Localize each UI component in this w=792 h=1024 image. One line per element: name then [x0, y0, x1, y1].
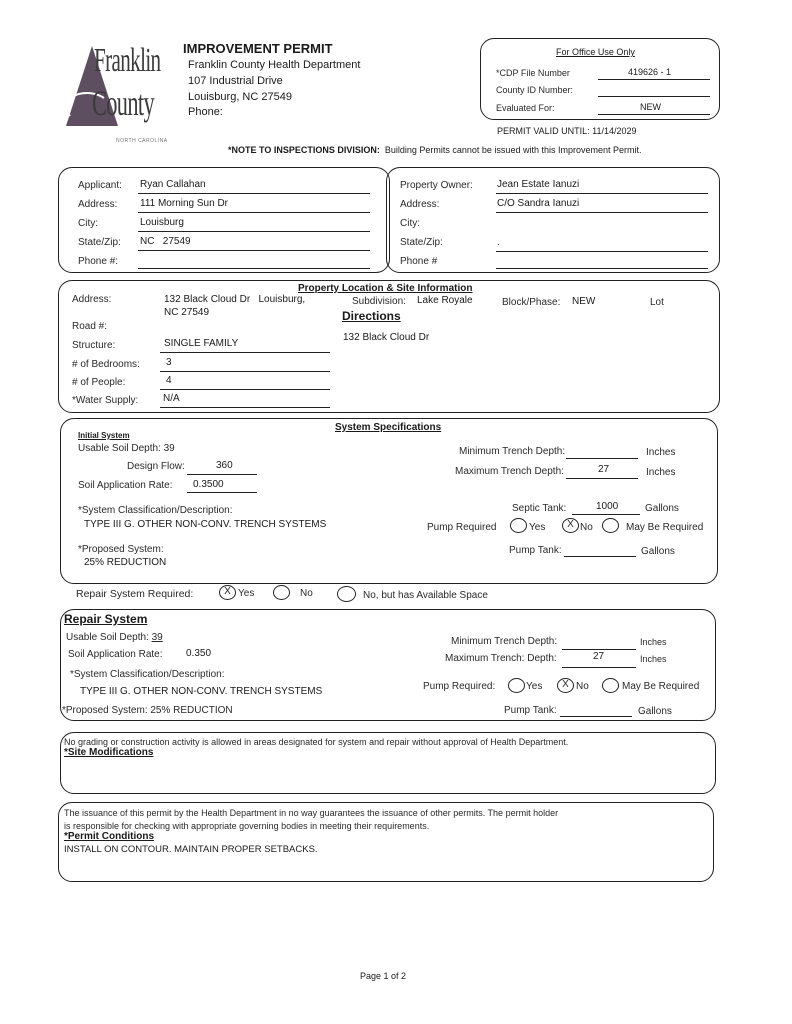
repair-pump-tank-line	[560, 716, 632, 717]
applicant-city-value: Louisburg	[140, 217, 184, 228]
cdp-file-label: *CDP File Number	[496, 68, 570, 78]
road-label: Road #:	[72, 321, 108, 332]
initial-max-trench-value: 27	[598, 464, 610, 475]
water-supply-value: N/A	[163, 393, 180, 404]
repair-max-trench-line	[562, 667, 636, 668]
block-phase-value: NEW	[572, 296, 596, 307]
initial-pump-no-radio[interactable]: X	[562, 518, 579, 533]
owner-phone-line	[496, 268, 708, 269]
department-address2: Louisburg, NC 27549	[188, 91, 292, 103]
owner-statezip-label: State/Zip:	[400, 237, 443, 248]
repair-pump-yes-radio[interactable]	[508, 678, 525, 693]
cdp-file-line	[598, 79, 710, 80]
repair-classification-value: TYPE III G. OTHER NON-CONV. TRENCH SYSTEMS	[80, 686, 323, 697]
applicant-value: Ryan Callahan	[140, 179, 206, 190]
repair-classification-label: *System Classification/Description:	[70, 669, 225, 680]
evaluated-for-label: Evaluated For:	[496, 103, 555, 113]
repair-usable-soil-value: 39	[151, 632, 163, 643]
design-flow-label: Design Flow:	[127, 461, 185, 472]
inspection-note	[228, 145, 642, 155]
structure-line	[160, 352, 330, 353]
page-number: Page 1 of 2	[360, 971, 407, 981]
evaluated-for-value: NEW	[640, 102, 661, 112]
initial-classification-value: TYPE III G. OTHER NON-CONV. TRENCH SYSTEMS	[84, 519, 327, 530]
property-address-line2: NC 27549	[164, 307, 210, 318]
applicant-phone-line	[138, 268, 370, 269]
initial-pump-tank-unit: Gallons	[641, 546, 675, 557]
repair-pump-no-radio[interactable]: X	[557, 678, 574, 693]
repair-system-heading: Repair System	[64, 612, 148, 626]
owner-statezip-line	[496, 251, 708, 252]
owner-label: Property Owner:	[400, 180, 473, 191]
design-flow-value: 360	[216, 460, 233, 471]
owner-statezip-value: .	[497, 237, 500, 248]
repair-required-no-radio[interactable]	[273, 585, 290, 600]
initial-proposed-value: 25% REDUCTION	[84, 557, 167, 568]
applicant-address-value: 111 Morning Sun Dr	[140, 198, 229, 209]
repair-required-space-label: No, but has Available Space	[363, 590, 488, 601]
septic-tank-unit: Gallons	[645, 503, 679, 514]
permit-conditions-value: INSTALL ON CONTOUR. MAINTAIN PROPER SETBACKS.	[64, 844, 318, 855]
applicant-phone-label: Phone #:	[78, 256, 119, 267]
logo-subtext: NORTH CAROLINA	[116, 138, 168, 144]
lot-label: Lot	[650, 297, 664, 308]
property-address-label: Address:	[72, 294, 112, 305]
site-modifications-heading: *Site Modifications	[64, 747, 154, 758]
repair-soil-rate-value: 0.350	[186, 648, 212, 659]
repair-pump-label: Pump Required:	[423, 681, 496, 692]
applicant-address-label: Address:	[78, 199, 118, 210]
initial-usable-soil: Usable Soil Depth: 39	[78, 443, 175, 454]
department-address1: 107 Industrial Drive	[188, 75, 283, 87]
applicant-statezip-value: NC 27549	[140, 236, 191, 247]
applicant-statezip-label: State/Zip:	[78, 237, 121, 248]
repair-min-trench-unit: Inches	[640, 637, 667, 647]
applicant-label: Applicant:	[78, 180, 122, 191]
department-name: Franklin County Health Department	[188, 59, 361, 71]
inspection-note-text: Building Permits cannot be issued with this Improvement Permit.	[384, 145, 642, 155]
structure-label: Structure:	[72, 340, 116, 351]
initial-pump-maybe-radio[interactable]	[602, 518, 619, 533]
repair-required-label: Repair System Required:	[76, 588, 194, 600]
initial-pump-no-label: No	[580, 522, 593, 533]
repair-usable-soil-label-text: Usable Soil Depth:	[66, 632, 149, 643]
initial-max-trench-line	[566, 478, 638, 479]
initial-min-trench-unit: Inches	[646, 447, 676, 458]
septic-tank-label: Septic Tank:	[512, 503, 567, 514]
repair-pump-tank-unit: Gallons	[638, 706, 672, 717]
logo-text-franklin: Franklin	[94, 42, 161, 79]
initial-pump-tank-line	[564, 556, 636, 557]
subdivision-label: Subdivision:	[352, 296, 406, 307]
initial-soil-rate-line	[187, 492, 257, 493]
septic-tank-line	[572, 514, 640, 515]
evaluated-for-line	[598, 114, 710, 115]
owner-value: Jean Estate Ianuzi	[497, 179, 580, 190]
repair-pump-yes-label: Yes	[526, 681, 543, 692]
initial-pump-tank-label: Pump Tank:	[509, 545, 562, 556]
repair-min-trench-label: Minimum Trench Depth:	[451, 636, 558, 647]
office-use-title: For Office Use Only	[556, 47, 635, 57]
repair-required-no-label: No	[300, 588, 313, 599]
applicant-city-label: City:	[78, 218, 98, 229]
bedrooms-line	[160, 371, 330, 372]
bedrooms-label: # of Bedrooms:	[72, 359, 140, 370]
subdivision-value: Lake Royale	[417, 295, 473, 306]
initial-min-trench-label: Minimum Trench Depth:	[459, 446, 566, 457]
initial-pump-maybe-label: May Be Required	[626, 522, 704, 533]
initial-pump-label: Pump Required	[427, 522, 497, 533]
initial-min-trench-line	[566, 458, 638, 459]
repair-usable-soil-label	[66, 632, 163, 643]
site-modifications-notice: No grading or construction activity is allowed in areas designated for system and repair without approval of Health Department.	[64, 737, 569, 747]
initial-system-heading: Initial System	[78, 431, 130, 440]
permit-notice-line2: is responsible for checking with appropriate governing bodies in meeting their requirements.	[64, 821, 430, 831]
owner-phone-label: Phone #	[400, 256, 438, 267]
inspection-note-label: *NOTE TO INSPECTIONS DIVISION:	[228, 145, 380, 155]
people-line	[160, 389, 330, 390]
permit-conditions-heading: *Permit Conditions	[64, 831, 155, 842]
property-address-line1: 132 Black Cloud Dr Louisburg,	[164, 294, 306, 305]
permit-notice-line1: The issuance of this permit by the Health Department in no way guarantees the issuance of other permits. The permit holder	[64, 808, 559, 818]
county-id-label: County ID Number:	[496, 85, 574, 95]
structure-value: SINGLE FAMILY	[164, 338, 239, 349]
repair-pump-maybe-radio[interactable]	[602, 678, 619, 693]
system-specs-heading: System Specifications	[335, 422, 442, 433]
owner-line	[496, 193, 708, 194]
water-supply-line	[160, 407, 330, 408]
initial-classification-label: *System Classification/Description:	[78, 505, 233, 516]
department-phone: Phone:	[188, 106, 223, 118]
initial-pump-yes-radio[interactable]	[510, 518, 527, 533]
repair-required-space-radio[interactable]	[337, 586, 356, 602]
repair-soil-rate-label: Soil Application Rate:	[68, 649, 163, 660]
initial-max-trench-label: Maximum Trench Depth:	[455, 466, 564, 477]
people-value: 4	[166, 375, 172, 386]
applicant-address-line	[138, 212, 370, 213]
directions-heading: Directions	[342, 309, 401, 323]
septic-tank-value: 1000	[596, 501, 619, 512]
permit-title: IMPROVEMENT PERMIT	[183, 41, 333, 56]
water-supply-label: *Water Supply:	[72, 395, 139, 406]
repair-max-trench-unit: Inches	[640, 654, 667, 664]
initial-soil-rate-label: Soil Application Rate:	[78, 480, 173, 491]
cdp-file-value: 419626 - 1	[628, 67, 672, 77]
repair-proposed: *Proposed System: 25% REDUCTION	[62, 705, 233, 716]
repair-required-yes-radio[interactable]: X	[219, 585, 236, 600]
block-phase-label: Block/Phase:	[502, 297, 561, 308]
property-heading: Property Location & Site Information	[298, 283, 473, 294]
initial-pump-yes-label: Yes	[529, 522, 546, 533]
owner-city-label: City:	[400, 218, 420, 229]
repair-pump-no-label: No	[576, 681, 589, 692]
repair-max-trench-value: 27	[593, 651, 605, 662]
owner-address-value: C/O Sandra Ianuzi	[497, 198, 580, 209]
bedrooms-value: 3	[166, 357, 172, 368]
owner-address-label: Address:	[400, 199, 440, 210]
repair-required-yes-label: Yes	[238, 588, 255, 599]
initial-soil-rate-value: 0.3500	[193, 479, 224, 490]
applicant-line	[138, 193, 370, 194]
repair-max-trench-label: Maximum Trench: Depth:	[445, 653, 557, 664]
directions-value: 132 Black Cloud Dr	[343, 332, 430, 343]
initial-max-trench-unit: Inches	[646, 467, 676, 478]
people-label: # of People:	[72, 377, 126, 388]
applicant-city-line	[138, 231, 370, 232]
repair-pump-tank-label: Pump Tank:	[504, 705, 557, 716]
county-id-line	[598, 96, 710, 97]
logo-text-county: County	[92, 83, 155, 123]
design-flow-line	[187, 474, 257, 475]
repair-min-trench-line	[562, 649, 636, 650]
permit-valid-until: PERMIT VALID UNTIL: 11/14/2029	[497, 126, 637, 136]
applicant-statezip-line	[138, 250, 370, 251]
owner-address-line	[496, 212, 708, 213]
franklin-county-logo	[62, 40, 172, 150]
initial-proposed-label: *Proposed System:	[78, 544, 164, 555]
repair-pump-maybe-label: May Be Required	[622, 681, 700, 692]
